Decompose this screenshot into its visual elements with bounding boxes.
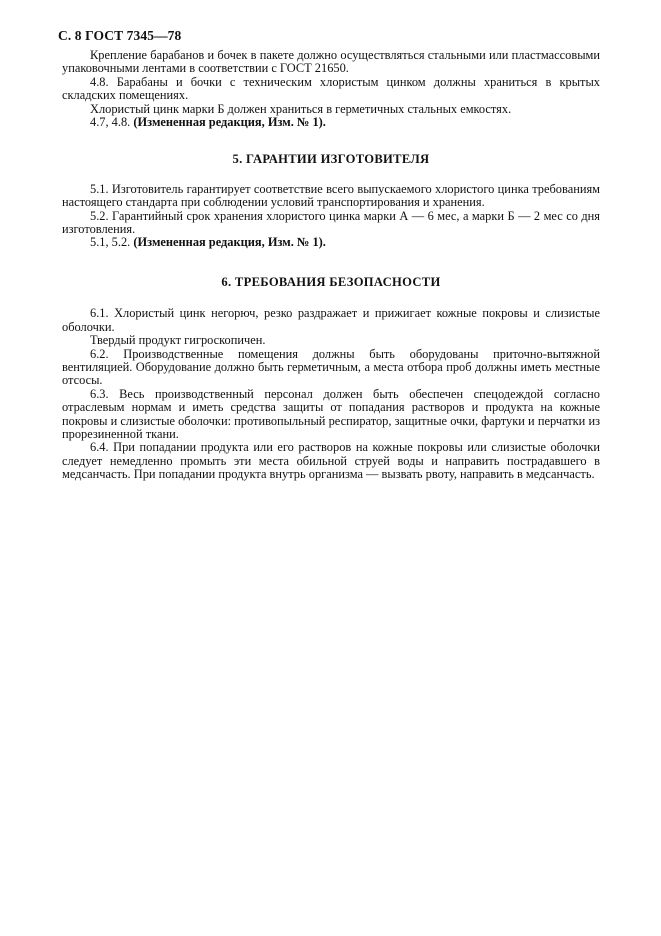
edition-note: (Измененная редакция, Изм. № 1). bbox=[133, 115, 326, 130]
paragraph-strapping: Крепление барабанов и бочек в пакете должно осуществляться стальными или пластмассовыми упаковочными лентами в соответствии с ГОСТ 21650. bbox=[62, 48, 600, 76]
section-6-heading: 6. ТРЕБОВАНИЯ БЕЗОПАСНОСТИ bbox=[221, 274, 441, 289]
paragraph-hygroscopic: Твердый продукт гигроскопичен. bbox=[90, 333, 266, 348]
edition-note-4 bbox=[62, 116, 600, 129]
edition-ref: 4.7, 4.8. bbox=[90, 115, 131, 130]
document-body bbox=[62, 49, 600, 482]
paragraph-4-8: 4.8. Барабаны и бочки с техническим хлористым цинком должны храниться в крытых складских помещениях. bbox=[62, 74, 600, 103]
edition-note: (Измененная редакция, Изм. № 1). bbox=[133, 235, 326, 250]
paragraph-6-1: 6.1. Хлористый цинк негорюч, резко раздражает и прижигает кожные покровы и слизистые оболочки. bbox=[62, 306, 600, 334]
paragraph-grade-b-storage: Хлористый цинк марки Б должен храниться в герметичных стальных емкостях. bbox=[90, 101, 512, 116]
edition-note-5 bbox=[62, 236, 600, 249]
paragraph-5-1: 5.1. Изготовитель гарантирует соответствие всего выпускаемого хлористого цинка требованиям настоящего стандарта при соблюдении условий транспортирования и хранения. bbox=[62, 181, 600, 210]
edition-ref: 5.1, 5.2. bbox=[90, 235, 131, 250]
paragraph-5-2: 5.2. Гарантийный срок хранения хлористого цинка марки А — 6 мес, а марки Б — 2 мес со дня изготовления. bbox=[62, 208, 600, 237]
paragraph-6-2: 6.2. Производственные помещения должны быть оборудованы приточно-вытяжной вентиляцией. Оборудование должно быть герметичным, а места отбора проб должны иметь местные отсосы. bbox=[62, 346, 600, 388]
paragraph-6-4: 6.4. При попадании продукта или его растворов на кожные покровы или слизистые оболочки следует немедленно промыть эти места обильной струей воды и направить пострадавшего в медсанчасть. При попадании продукта внутрь организма — вызвать рвоту, направить в медсанчасть. bbox=[62, 440, 600, 482]
page-header: С. 8 ГОСТ 7345—78 bbox=[58, 28, 182, 43]
section-5-heading: 5. ГАРАНТИИ ИЗГОТОВИТЕЛЯ bbox=[232, 152, 430, 167]
paragraph-6-3: 6.3. Весь производственный персонал должен быть обеспечен спецодеждой согласно отраслевым нормам и иметь средства защиты от попадания растворов и продукта на кожные покровы и слизистые оболочки: противопыльный респиратор, защитные очки, фартуки и перчатки из прорезиненной ткани. bbox=[62, 386, 600, 441]
